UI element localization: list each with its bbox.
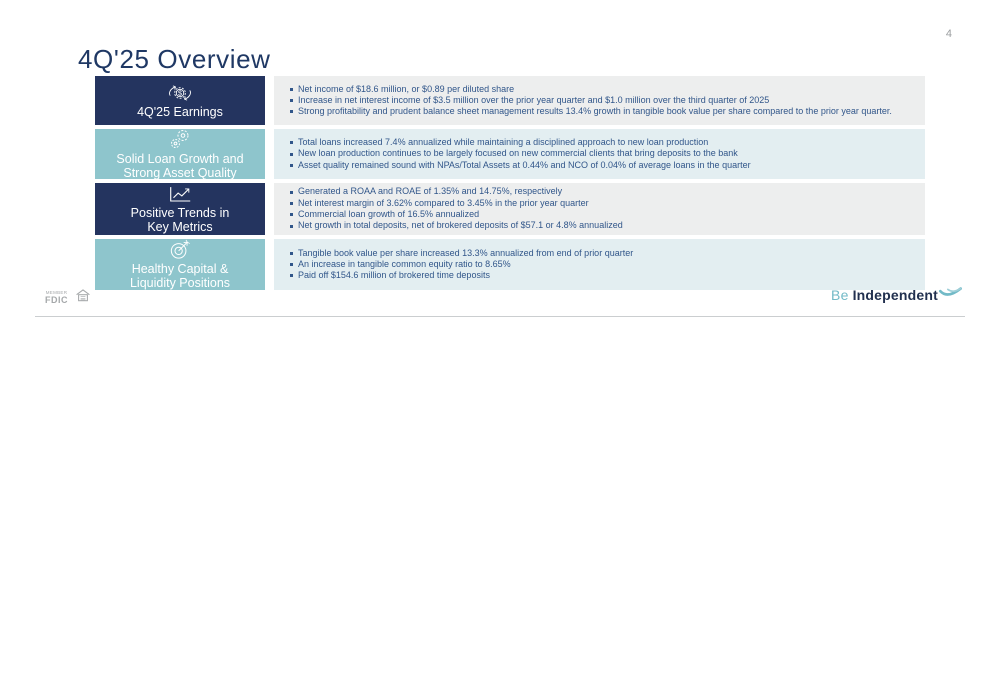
bullet-item: Commercial loan growth of 16.5% annualized [288, 209, 911, 220]
target-arrow-icon [169, 239, 191, 260]
row-label-line: Solid Loan Growth and [116, 152, 244, 166]
row-label-box [95, 239, 265, 290]
row-label [131, 206, 230, 234]
bullet-item: Asset quality remained sound with NPAs/Total Assets at 0.44% and NCO of 0.04% of average loans in the quarter [288, 160, 911, 171]
bullet-item: Generated a ROAA and ROAE of 1.35% and 14.75%, respectively [288, 186, 911, 197]
bullet-item: New loan production continues to be largely focused on new commercial clients that bring deposits to the bank [288, 148, 911, 159]
row-label-line: Key Metrics [147, 219, 213, 234]
overview-row [95, 76, 925, 125]
page-number: 4 [945, 28, 952, 40]
equal-housing-lender-icon [75, 289, 91, 307]
row-label-box [95, 129, 265, 179]
line-chart-icon [167, 185, 193, 204]
tagline-independent: Independent [852, 287, 938, 303]
row-label-line: 4Q'25 Earnings [137, 104, 223, 119]
bullet-item: Net interest margin of 3.62% compared to 3.45% in the prior year quarter [288, 198, 911, 209]
brand-tagline [831, 287, 962, 303]
bullet-item: An increase in tangible common equity ratio to 8.65% [288, 259, 911, 270]
bullet-item: Total loans increased 7.4% annualized while maintaining a disciplined approach to new loan production [288, 137, 911, 148]
overview-rows [95, 76, 925, 294]
compliance-logos [45, 289, 91, 307]
row-label-line: Liquidity Positions [129, 276, 231, 290]
row-label [116, 152, 243, 179]
overview-row [95, 129, 925, 179]
row-label-line: Healthy Capital & [131, 262, 229, 276]
row-content [274, 129, 925, 179]
member-fdic-label: MEMBER [45, 290, 68, 296]
bullet-list [288, 186, 911, 231]
footer-divider [35, 316, 965, 317]
row-label [137, 105, 223, 119]
row-content [274, 239, 925, 290]
bullet-list [288, 248, 911, 282]
dollar-gear-cycle-icon [164, 83, 196, 103]
row-label-line: Positive Trends in [130, 205, 230, 220]
bullet-list [288, 137, 911, 171]
tagline-be: Be [831, 287, 849, 303]
row-label-box [95, 76, 265, 125]
row-label-box [95, 183, 265, 235]
bullet-item: Increase in net interest income of $3.5 million over the prior year quarter and $1.0 million over the third quarter of 2025 [288, 95, 911, 106]
bullet-list [288, 84, 911, 118]
bullet-item: Strong profitability and prudent balance sheet management results 13.4% growth in tangible book value per share compared to the prior year quarter. [288, 106, 911, 117]
bullet-item: Net growth in total deposits, net of brokered deposits of $57.1 or 4.8% annualized [288, 220, 911, 231]
page-title: 4Q'25 Overview [78, 44, 271, 74]
member-fdic-logo [45, 291, 68, 305]
row-content [274, 76, 925, 125]
bullet-item: Paid off $154.6 million of brokered time deposits [288, 270, 911, 281]
gears-icon [168, 129, 192, 150]
row-label-line: Strong Asset Quality [123, 166, 237, 179]
row-label [130, 262, 230, 290]
fdic-label: FDIC [45, 294, 68, 305]
overview-row [95, 239, 925, 290]
bullet-item: Tangible book value per share increased 13.3% annualized from end of prior quarter [288, 248, 911, 259]
bullet-item: Net income of $18.6 million, or $0.89 per diluted share [288, 84, 911, 95]
svg-text:$: $ [178, 88, 182, 97]
overview-row [95, 183, 925, 235]
bird-swoosh-icon [939, 286, 962, 299]
row-content [274, 183, 925, 235]
